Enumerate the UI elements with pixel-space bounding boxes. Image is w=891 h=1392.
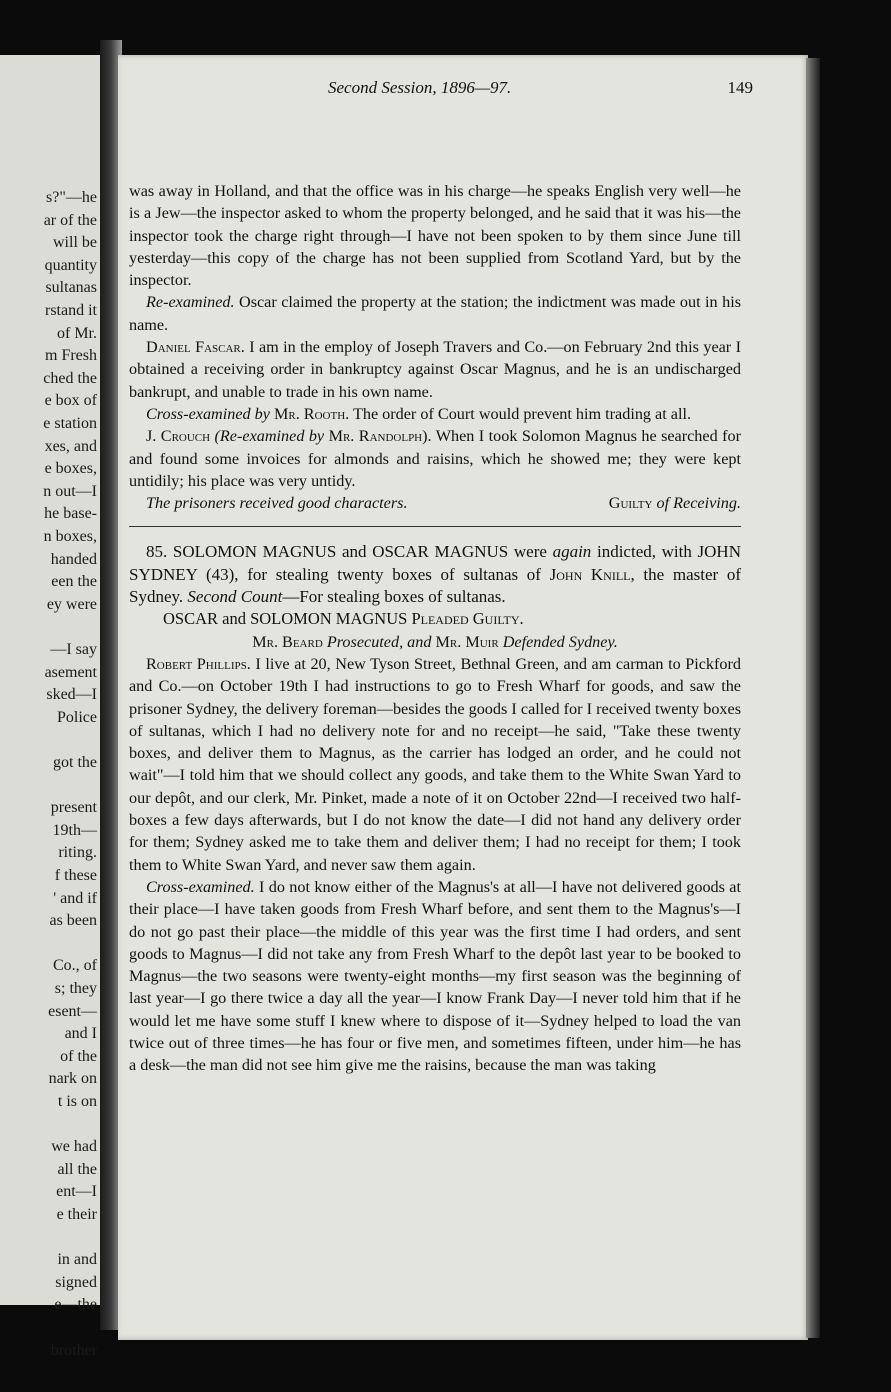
paragraph-fascar: Daniel Fascar. I am in the employ of Joseph Travers and Co.—on February 2nd this year I obtained a receiving order in bankruptcy against Oscar Magnus, and he is an undischarged bankrupt, and unable to trade in his own name. [129, 338, 741, 401]
left-page-line: Co., of [53, 957, 97, 975]
section-divider [129, 526, 741, 527]
left-page-line: een the [51, 573, 97, 591]
left-page-line: got the [53, 754, 97, 771]
left-page-line: of Mr. [57, 324, 97, 342]
left-page-line: e box of [44, 392, 97, 410]
left-page-line: s; they [54, 980, 97, 997]
session-title: Second Session, 1896—97. [328, 78, 512, 97]
paragraph-continuation: was away in Holland, and that the office was in his charge—he speaks English very well—he is a Jew—the inspector asked to whom the property belonged, and he said that it was his—the inspector took the charge right through—I have not been spoken to by them since June till yesterday—this copy of the charge has not been supplied from Scotland Yard, but by the inspector. [129, 182, 741, 290]
paragraph-cross-examined: Cross-examined. I do not know either of the Magnus's at all—I have not delivered goods at their place—I have taken goods from Fresh Wharf before, and sent them to the Magnus's—I do not go past their place—the middle of this year was the first time I had orders, and sent goods to Magnus—I did not take any from Fresh Wharf to the depôt last year to be booked to Magnus—the two seasons were twenty-eight months—my first season was the beginning of last year—I go there twice a day all the year—I know Frank Day—I never told him that if he would let me have some stuff I knew where to dispose of it—Sydney helped to load the van twice out of three times—he has four or five men, and sometimes fifteen, under him—he has a desk—the man did not see him give me the raisins, because the man was taking [129, 877, 741, 1075]
left-page-line: n out—I [43, 482, 97, 500]
left-page-fragment [0, 55, 100, 1359]
left-page-line: present [50, 799, 97, 817]
left-page-line: Police [57, 708, 97, 726]
paragraph-phillips: Robert Phillips. I live at 20, New Tyson Street, Bethnal Green, and am carman to Pickford and Co.—on October 19th I had instructions to go to Fresh Wharf for goods, and saw the prisoner Sydney, the delivery foreman—besides the goods I called for I received twenty boxes of sultanas, which I had no delivery note for and no receipt—he said, "Take these twenty boxes, and deliver them to Magnus, as the carrier has lodged an order, and he could not wait"—I told him that we should collect any goods, and take them to the White Swan Yard to our depôt, and our clerk, Mr. Pinket, made a note of it on October 22nd—I received two half-boxes a few days afterwards, but I do not know the date—I did not hand any delivery order for them; Sydney asked me to take them and deliver them; I had no receipt for them; I took them to White Swan Yard, and never saw them again. [129, 654, 741, 874]
left-page-line: e their [56, 1206, 97, 1223]
verdict-line [129, 492, 741, 514]
paragraph-crouch: J. Crouch (Re-examined by Mr. Randolph). When I took Solomon Magnus he searched for and found some invoices for almonds and raisins, which he showed me; they were kept untidily; his place was very untidy. [129, 427, 741, 490]
paragraph-cross-examined-rooth: Cross-examined by Mr. Rooth. The order of Court would prevent him trading at all. [146, 404, 692, 423]
left-page-line: e—the [54, 1296, 97, 1314]
left-page-line: brother [50, 1341, 97, 1359]
counsel-line: Mr. Beard Prosecuted, and Mr. Muir Defended Sydney. [252, 632, 618, 651]
left-page-line: e station [43, 415, 97, 432]
left-page-line: n boxes, [43, 528, 97, 545]
left-page-line: ent—I [56, 1183, 97, 1201]
running-header [328, 78, 891, 102]
left-page-line: ched the [43, 369, 97, 387]
left-page-line: ar of the [43, 211, 97, 229]
left-page-line: ey were [46, 595, 97, 613]
left-page-line: sultanas [45, 279, 97, 297]
left-page-line: nark on [48, 1070, 97, 1088]
verdict: Guilty of Receiving. [608, 494, 741, 513]
left-page-line: t is on [57, 1093, 97, 1110]
page-body [129, 180, 741, 1077]
left-page-line: will be [53, 234, 97, 252]
left-page-line: sked—I [46, 686, 97, 704]
left-page-line: and I [64, 1025, 97, 1043]
left-page-line: rstand it [45, 302, 97, 319]
case-heading: 85. SOLOMON MAGNUS and OSCAR MAGNUS were again indicted, with JOHN SYDNEY (43), for stealing twenty boxes of sultanas of John Knill, the master of Sydney. Second Count—For stealing boxes of sultanas. [129, 542, 742, 607]
page-edge [806, 58, 820, 1338]
left-page-line: s?"—he [46, 189, 97, 206]
left-page-line: he base- [44, 505, 97, 523]
page-number: 149 [727, 78, 753, 97]
left-page-line: in and [57, 1251, 97, 1269]
left-page-line: ' and if [53, 889, 97, 907]
left-page-line: m Fresh [45, 347, 97, 365]
left-page-line: esent— [48, 1002, 97, 1020]
left-page-line: we had [51, 1138, 97, 1156]
left-page-line: as been [49, 912, 97, 930]
left-page-line: e boxes, [44, 460, 97, 478]
left-page-line: xes, and [44, 437, 97, 455]
left-page-line: —I say [50, 641, 97, 658]
left-page-line: signed [55, 1273, 97, 1291]
left-page-line: of the [60, 1047, 97, 1065]
left-page-line: quantity [44, 256, 97, 274]
character-note: The prisoners received good characters. [146, 494, 408, 513]
paragraph-re-examined: Re-examined. Oscar claimed the property at the station; the indictment was made out in his name. [129, 293, 741, 334]
left-page-line: asement [44, 663, 97, 681]
left-page-line: all the [57, 1160, 97, 1178]
left-page-line: riting. [58, 844, 97, 862]
pleaded-line: OSCAR and SOLOMON MAGNUS Pleaded Guilty. [163, 609, 524, 629]
left-page-line: 19th— [52, 821, 97, 839]
left-page-line: handed [50, 550, 97, 568]
left-page-line: f these [54, 867, 97, 884]
